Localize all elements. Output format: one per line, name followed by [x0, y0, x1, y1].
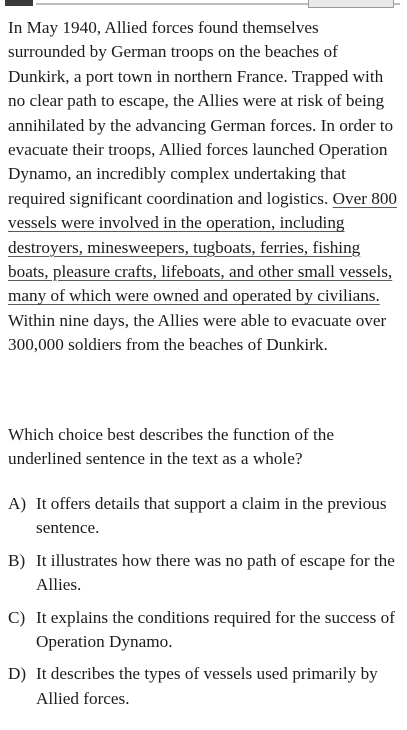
- question-text: Which choice best describes the function of the underlined sentence in the text as a whole?: [8, 425, 334, 469]
- underlined-sentence: Over 800 vessels were involved in the operation, including destroyers, minesweepers, tugboats, ferries, fishing boats, pleasure crafts, lifeboats, and other small vessels, many of which were owned and operated by civilians.: [8, 188, 398, 306]
- choice-c-text: It explains the conditions required for the success of Operation Dynamo.: [36, 607, 395, 652]
- passage-after: Within nine days, the Allies were able to evacuate over 300,000 soldiers from the beaches of Dunkirk.: [8, 310, 387, 355]
- answer-choices: [8, 492, 400, 719]
- choice-b[interactable]: [8, 549, 400, 598]
- choice-a-letter: A): [8, 494, 27, 513]
- header-mark: [5, 0, 33, 6]
- passage-text: [8, 16, 400, 358]
- choice-c-letter: C): [8, 607, 26, 627]
- choice-a[interactable]: [8, 492, 400, 541]
- choice-d-letter: D): [8, 664, 27, 684]
- choice-c[interactable]: [8, 606, 400, 655]
- choice-d-text: It describes the types of vessels used primarily by Allied forces.: [36, 664, 378, 708]
- choice-d[interactable]: [8, 662, 400, 711]
- choice-a-text: It offers details that support a claim in the previous sentence.: [36, 494, 387, 538]
- choice-b-letter: B): [8, 550, 26, 570]
- passage-before: In May 1940, Allied forces found themselves surrounded by German troops on the beaches of Dunkirk, a port town in northern France. Trapped with no clear path to escape, the Allies were at risk of being annihilated by the advancing German forces. In order to evacuate their troops, Allied forces launched Operation Dynamo, an incredibly complex undertaking that required significant coordination and logistics.: [8, 18, 394, 208]
- page-header-strip: [0, 0, 407, 9]
- header-box: [308, 0, 394, 8]
- choice-b-text: It illustrates how there was no path of escape for the Allies.: [36, 550, 395, 595]
